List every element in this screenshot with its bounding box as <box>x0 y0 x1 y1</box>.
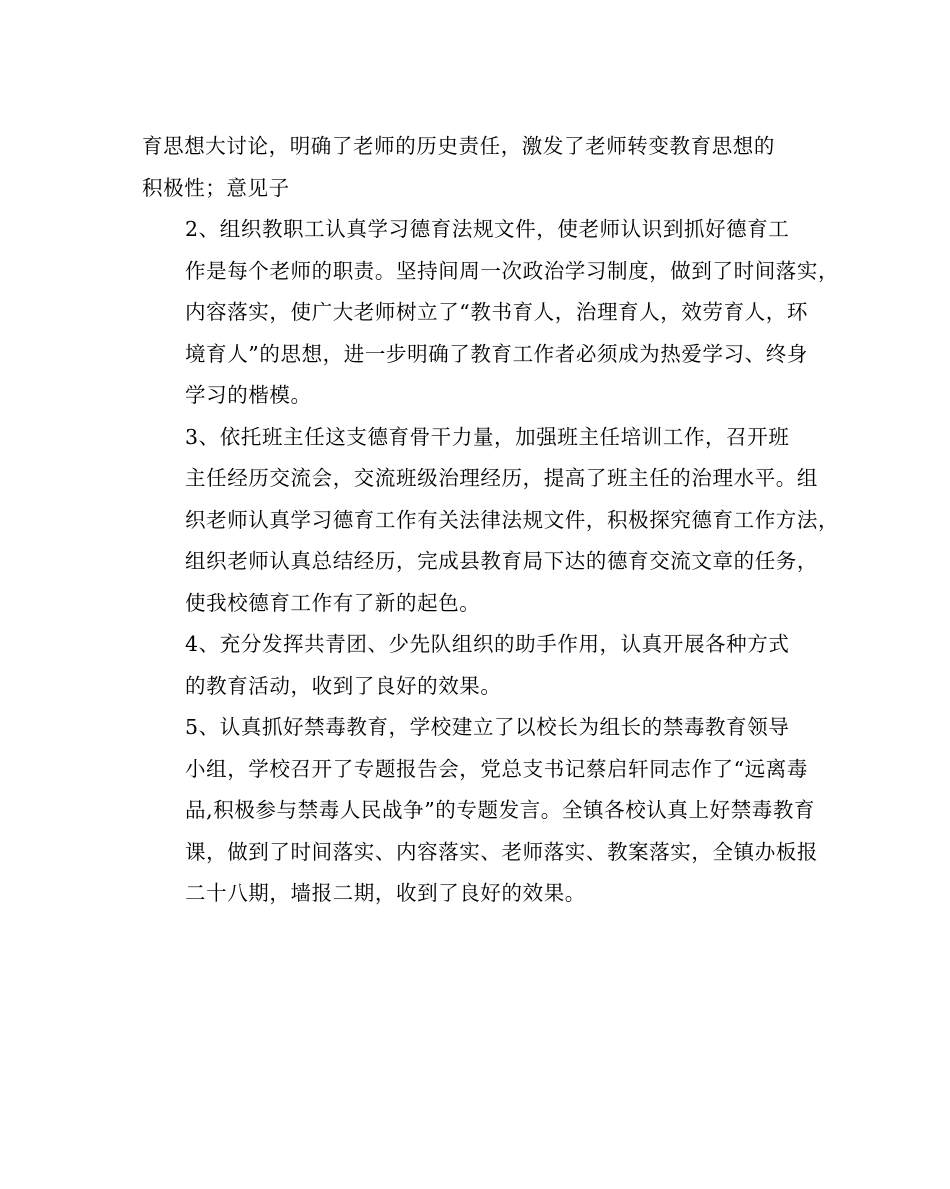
text-line: 织老师认真学习德育工作有关法律法规文件，积极探究德育工作方法， <box>185 507 840 532</box>
text-line: 4、充分发挥共青团、少先队组织的助手作用，认真开展各种方式 <box>185 632 790 656</box>
text-line: 主任经历交流会，交流班级治理经历，提高了班主任的治理水平。组 <box>185 466 818 490</box>
paragraph-3 <box>142 417 840 625</box>
text-line: 育思想大讨论，明确了老师的历史责任，激发了老师转变教育思想的 <box>142 134 775 158</box>
text-line: 境育人”的思想，进一步明确了教育工作者必须成为热爱学习、终身 <box>185 341 808 366</box>
text-line: 3、依托班主任这支德育骨干力量，加强班主任培训工作，召开班 <box>185 424 790 449</box>
text-line: 学习的楷模。 <box>185 383 312 407</box>
text-line: 内容落实，使广大老师树立了“教书育人，治理育人，效劳育人，环 <box>185 300 808 324</box>
text-line: 5、认真抓好禁毒教育，学校建立了以校长为组长的禁毒教育领导 <box>185 715 790 739</box>
text-line: 作是每个老师的职责。坚持间周一次政治学习制度，做到了时间落实， <box>185 258 840 283</box>
paragraph-4 <box>142 624 810 707</box>
paragraph-5 <box>142 707 818 915</box>
paragraph-1 <box>142 126 810 209</box>
text-line: 小组，学校召开了专题报告会，党总支书记蔡启轩同志作了“远离毒 <box>185 756 808 781</box>
text-line: 积极性；意见子 <box>142 175 290 200</box>
text-line: 组织老师认真总结经历，完成县教育局下达的德育交流文章的任务， <box>185 549 818 573</box>
text-line: 二十八期，墙报二期，收到了良好的效果。 <box>185 881 586 905</box>
paragraph-2 <box>142 209 840 417</box>
text-line: 课，做到了时间落实、内容落实、老师落实、教案落实，全镇办板报 <box>185 839 818 864</box>
text-line: 2、组织教职工认真学习德育法规文件，使老师认识到抓好德育工 <box>185 217 790 241</box>
text-line: 使我校德育工作有了新的起色。 <box>185 590 481 615</box>
text-line: 品,积极参与禁毒人民战争”的专题发言。全镇各校认真上好禁毒教育 <box>185 798 816 822</box>
text-line: 的教育活动，收到了良好的效果。 <box>185 673 502 698</box>
document-body <box>142 126 840 915</box>
